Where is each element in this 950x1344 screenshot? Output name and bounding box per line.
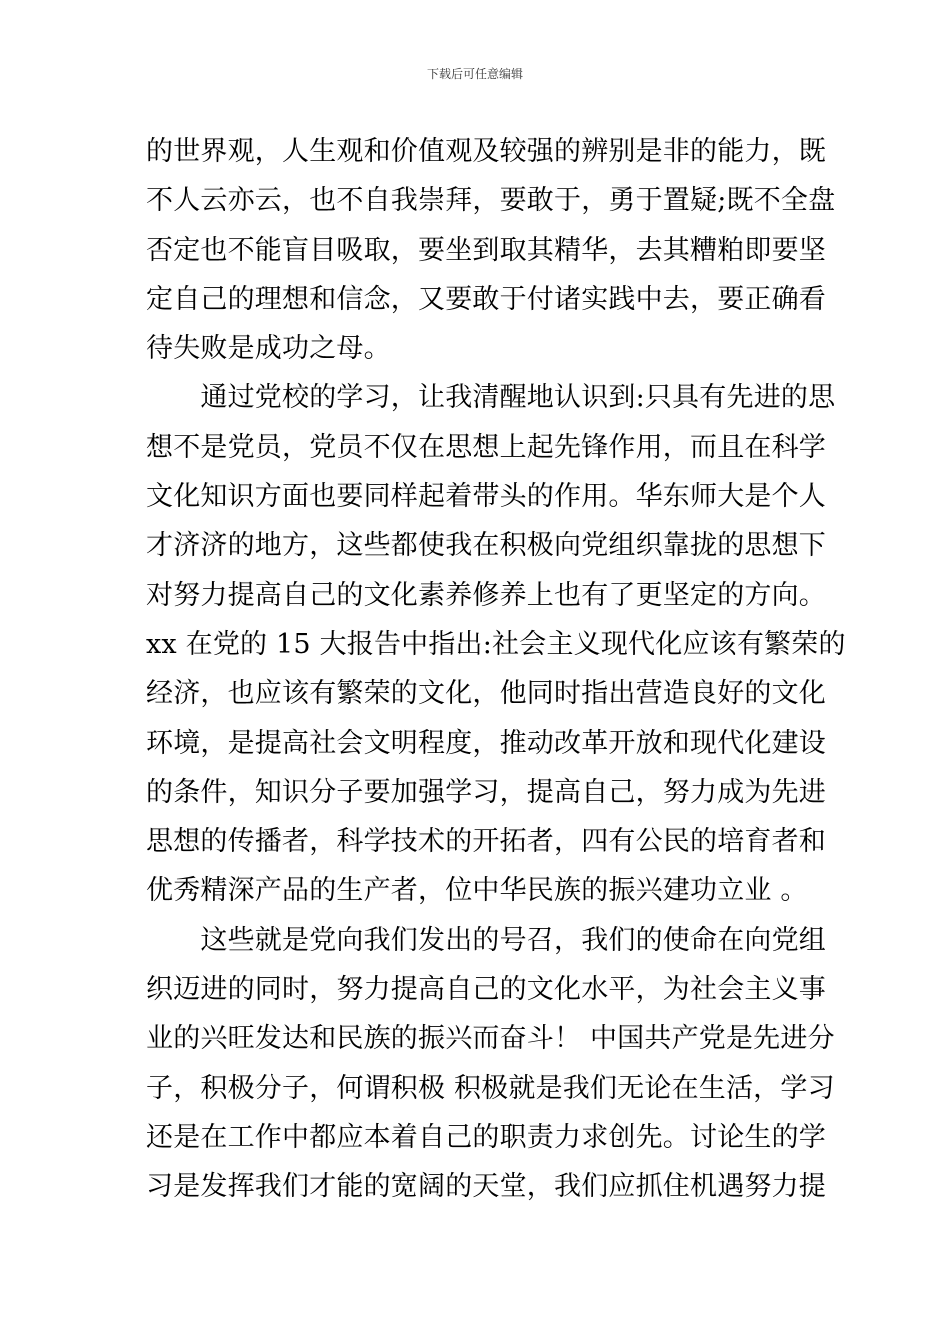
text-line: 这些就是党向我们发出的号召，我们的使命在向党组 (146, 924, 826, 956)
text-line: 习是发挥我们才能的宽阔的天堂，我们应抓住机遇努力提 (146, 1171, 826, 1203)
text-line: 的条件，知识分子要加强学习，提高自己，努力成为先进 (146, 776, 826, 808)
text-line: 织迈进的同时，努力提高自己的文化水平，为社会主义事 (146, 974, 826, 1006)
text-line: 不人云亦云，也不自我崇拜，要敢于，勇于置疑;既不全盘 (146, 185, 836, 217)
text-line: 定自己的理想和信念，又要敢于付诸实践中去，要正确看 (146, 283, 826, 315)
text-line: 子，积极分子，何谓积极 积极就是我们无论在生活，学习 (146, 1072, 835, 1104)
text-line: 优秀精深产品的生产者，位中华民族的振兴建功立业 。 (146, 875, 808, 907)
text-line: 待失败是成功之母。 (146, 333, 391, 365)
text-line: 通过党校的学习，让我清醒地认识到:只具有先进的思 (146, 382, 836, 414)
text-line: 否定也不能盲目吸取，要坐到取其精华，去其糟粕即要坚 (146, 234, 826, 266)
text-line: 文化知识方面也要同样起着带头的作用。华东师大是个人 (146, 481, 826, 513)
text-line: 才济济的地方，这些都使我在积极向党组织靠拢的思想下 (146, 530, 826, 562)
text-line: 想不是党员，党员不仅在思想上起先锋作用，而且在科学 (146, 431, 826, 463)
text-line: 环境，是提高社会文明程度，推动改革开放和现代化建设 (146, 727, 826, 759)
text-line: 经济，也应该有繁荣的文化，他同时指出营造良好的文化 (146, 678, 826, 710)
document-body (146, 127, 846, 1212)
text-line: 还是在工作中都应本着自己的职责力求创先。讨论生的学 (146, 1121, 826, 1153)
text-line: 的世界观，人生观和价值观及较强的辨别是非的能力，既 (146, 136, 826, 167)
text-line: xx 在党的 15 大报告中指出:社会主义现代化应该有繁荣的 (146, 628, 846, 660)
text-line: 对努力提高自己的文化素养修养上也有了更坚定的方向。 (146, 579, 826, 611)
text-line: 思想的传播者，科学技术的开拓者，四有公民的培育者和 (146, 826, 826, 858)
page-header: 下载后可任意编辑 (426, 67, 523, 81)
text-line: 业的兴旺发达和民族的振兴而奋斗！ 中国共产党是先进分 (146, 1023, 835, 1055)
